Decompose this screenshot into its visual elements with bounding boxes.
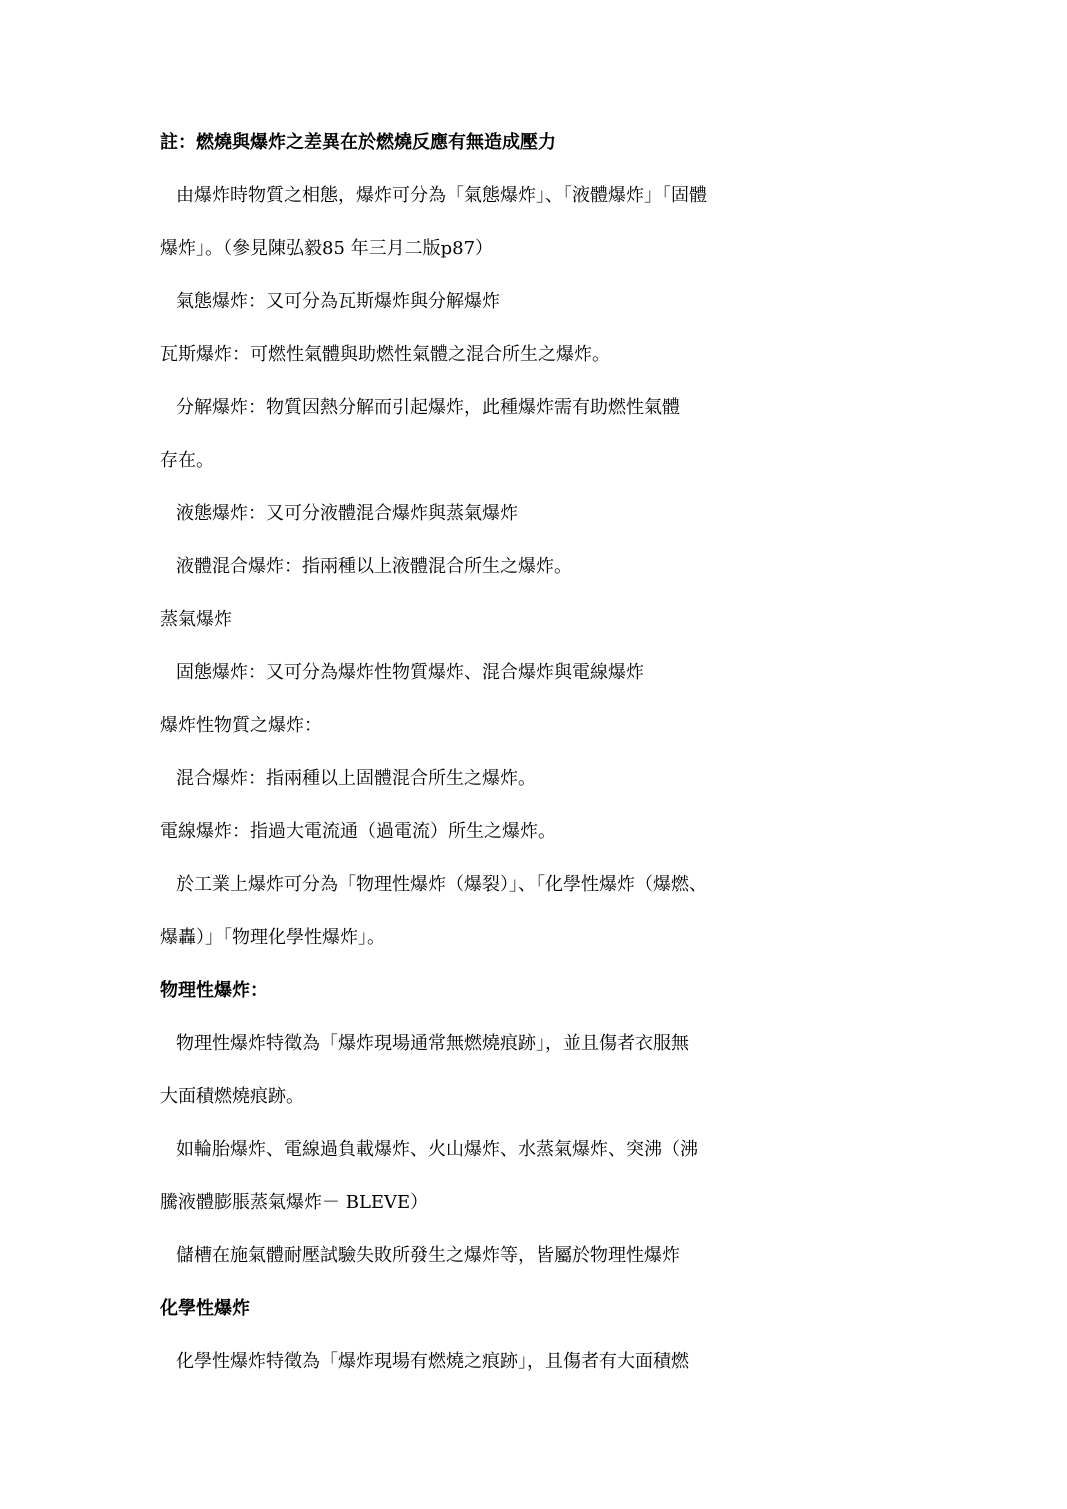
paragraph-line: 化學性爆炸特徵為「爆炸現場有燃燒之痕跡」，且傷者有大面積燃 xyxy=(176,1351,689,1372)
section-heading: 化學性爆炸 xyxy=(160,1298,250,1319)
paragraph-line: 如輪胎爆炸、電線過負載爆炸、火山爆炸、水蒸氣爆炸、突沸（沸 xyxy=(176,1139,698,1160)
paragraph-line: 氣態爆炸：又可分為瓦斯爆炸與分解爆炸 xyxy=(176,291,500,312)
paragraph-line: 瓦斯爆炸：可燃性氣體與助燃性氣體之混合所生之爆炸。 xyxy=(160,344,610,365)
paragraph-line: 儲槽在施氣體耐壓試驗失敗所發生之爆炸等，皆屬於物理性爆炸 xyxy=(176,1245,680,1266)
paragraph-line: 爆轟）」「物理化學性爆炸」。 xyxy=(160,927,385,948)
paragraph-line: 混合爆炸：指兩種以上固體混合所生之爆炸。 xyxy=(176,768,536,789)
paragraph-line: 大面積燃燒痕跡。 xyxy=(160,1086,304,1107)
paragraph-line: 爆炸」。（參見陳弘毅85 年三月二版p87） xyxy=(160,238,494,259)
paragraph-line: 由爆炸時物質之相態，爆炸可分為「氣態爆炸」、「液體爆炸」「固體 xyxy=(176,185,707,206)
paragraph-line: 物理性爆炸特徵為「爆炸現場通常無燃燒痕跡」，並且傷者衣服無 xyxy=(176,1033,689,1054)
paragraph-line: 分解爆炸：物質因熱分解而引起爆炸，此種爆炸需有助燃性氣體 xyxy=(176,397,680,418)
paragraph-line: 爆炸性物質之爆炸： xyxy=(160,715,322,736)
paragraph-line: 存在。 xyxy=(160,450,214,471)
section-heading: 物理性爆炸： xyxy=(160,980,268,1001)
paragraph-line: 蒸氣爆炸 xyxy=(160,609,232,630)
paragraph-line: 於工業上爆炸可分為「物理性爆炸（爆裂）」、「化學性爆炸（爆燃、 xyxy=(176,874,707,895)
note-line: 註：燃燒與爆炸之差異在於燃燒反應有無造成壓力 xyxy=(160,132,556,153)
paragraph-line: 電線爆炸：指過大電流通（過電流）所生之爆炸。 xyxy=(160,821,556,842)
paragraph-line: 固態爆炸：又可分為爆炸性物質爆炸、混合爆炸與電線爆炸 xyxy=(176,662,644,683)
paragraph-line: 液態爆炸：又可分液體混合爆炸與蒸氣爆炸 xyxy=(176,503,518,524)
paragraph-line: 液體混合爆炸：指兩種以上液體混合所生之爆炸。 xyxy=(176,556,572,577)
paragraph-line: 騰液體膨脹蒸氣爆炸－ BLEVE） xyxy=(160,1192,429,1213)
